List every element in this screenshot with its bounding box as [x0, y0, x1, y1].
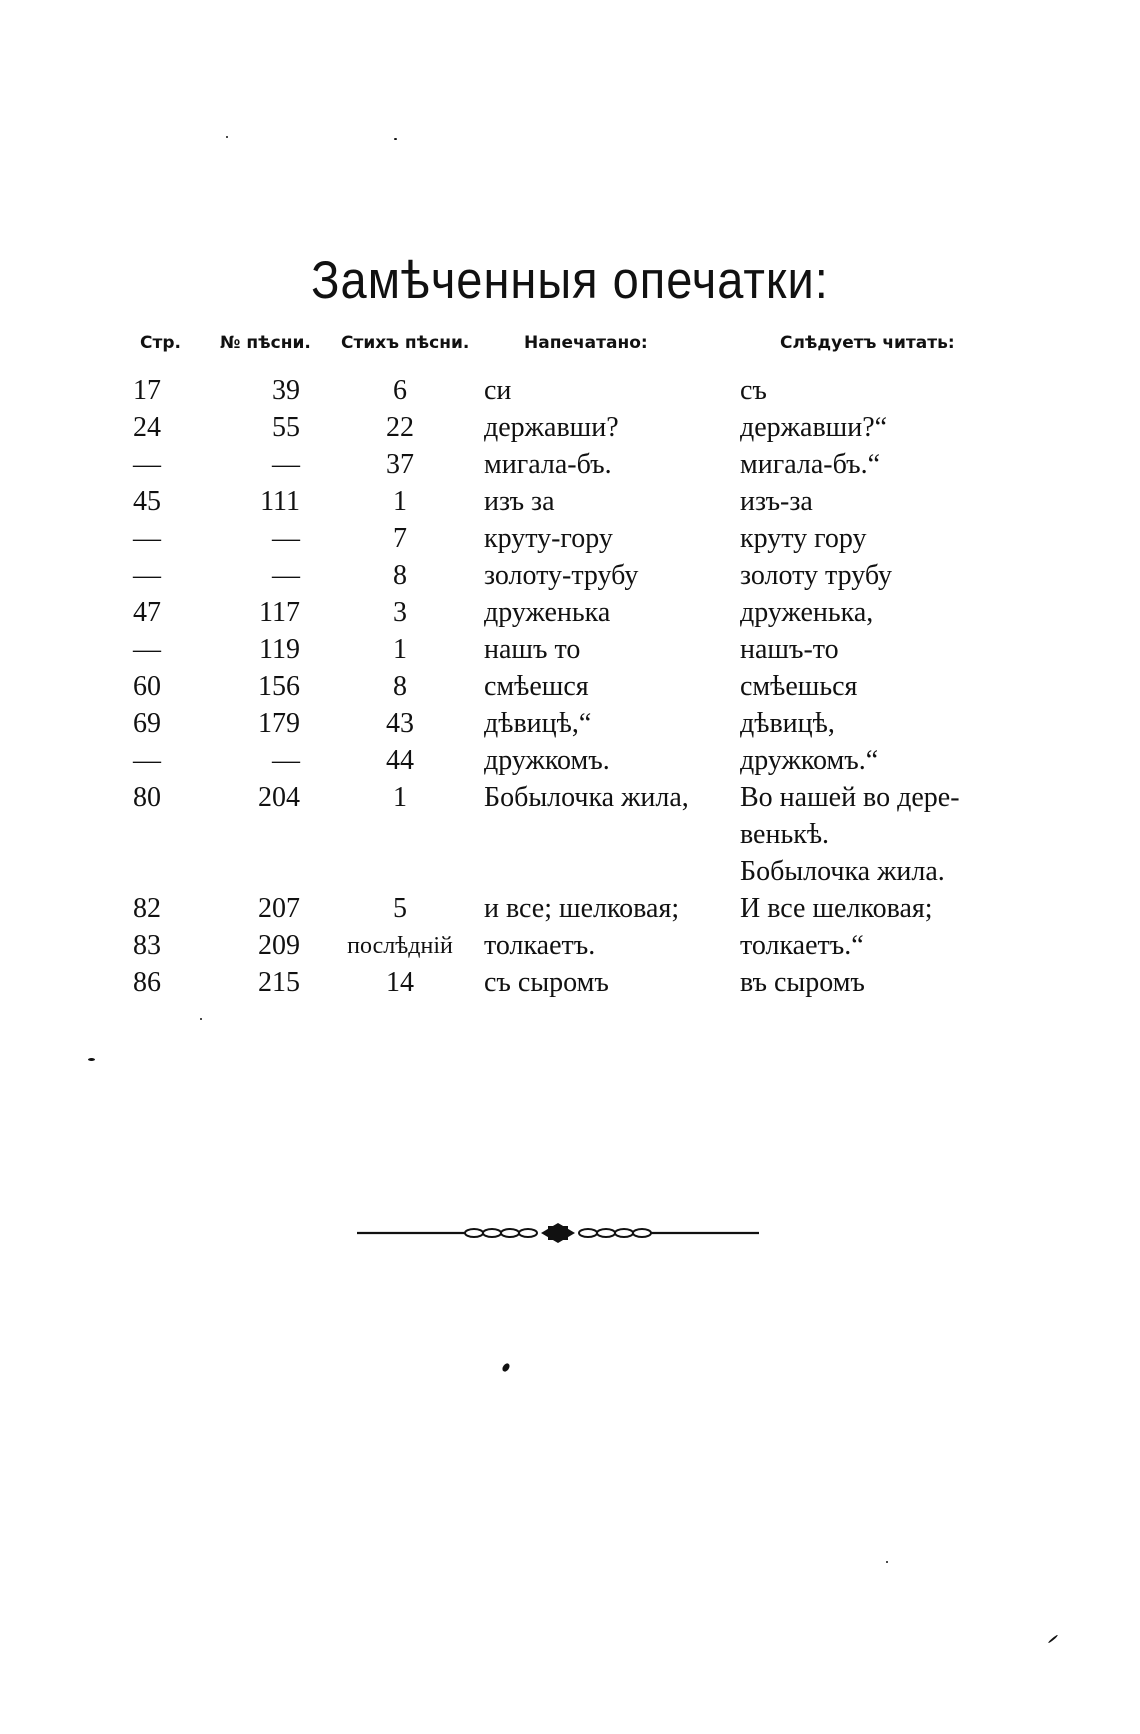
- cell-printed: мигала-бъ.: [484, 449, 612, 480]
- errata-row: [0, 964, 1140, 1002]
- cell-page: —: [133, 745, 161, 776]
- cell-song: 156: [258, 671, 300, 702]
- cell-printed: золоту-трубу: [484, 560, 639, 591]
- cell-page: 45: [133, 486, 161, 517]
- cell-song: 119: [259, 634, 300, 665]
- header-printed: Напечатано:: [524, 333, 648, 353]
- cell-printed: нашъ то: [484, 634, 581, 665]
- cell-verse: послѣднiй: [347, 933, 453, 959]
- cell-page: 17: [133, 375, 161, 406]
- print-speck: [501, 1362, 511, 1373]
- errata-row: [0, 557, 1140, 595]
- cell-verse: 1: [393, 634, 407, 665]
- cell-printed: смѣешся: [484, 671, 589, 702]
- cell-song: 207: [258, 893, 300, 924]
- cell-page: 47: [133, 597, 161, 628]
- cell-correct-line-3: Бобылочка жила.: [740, 856, 945, 887]
- page-title: Замѣченныя опечатки:: [311, 249, 829, 310]
- cell-correct: нашъ-то: [740, 634, 839, 665]
- cell-printed: изъ за: [484, 486, 555, 517]
- errata-row: [0, 409, 1140, 447]
- cell-page: 60: [133, 671, 161, 702]
- cell-verse: 14: [386, 967, 414, 998]
- cell-correct: въ сыромъ: [740, 967, 865, 998]
- print-speck: [394, 138, 397, 140]
- cell-page: —: [133, 523, 161, 554]
- errata-row: [0, 705, 1140, 743]
- cell-correct: золоту трубу: [740, 560, 893, 591]
- cell-correct: дружкомъ.“: [740, 745, 879, 776]
- cell-song: 204: [258, 782, 300, 813]
- header-song: № пѣсни.: [220, 333, 311, 353]
- cell-correct: смѣешься: [740, 671, 858, 702]
- errata-row: [0, 520, 1140, 558]
- errata-row: [0, 779, 1140, 893]
- errata-row: [0, 372, 1140, 410]
- cell-correct: дѣвицѣ,: [740, 708, 835, 739]
- errata-row: [0, 631, 1140, 669]
- cell-verse: 8: [393, 671, 407, 702]
- cell-verse: 8: [393, 560, 407, 591]
- errata-row: [0, 483, 1140, 521]
- cell-page: 82: [133, 893, 161, 924]
- cell-page: 69: [133, 708, 161, 739]
- cell-printed: си: [484, 375, 512, 406]
- errata-row: [0, 594, 1140, 632]
- errata-row: [0, 927, 1140, 965]
- print-speck: [88, 1058, 95, 1061]
- cell-printed: дружкомъ.: [484, 745, 610, 776]
- cell-song: 39: [272, 375, 300, 406]
- cell-correct: державши?“: [740, 412, 888, 443]
- cell-verse: 1: [393, 486, 407, 517]
- cell-verse: 43: [386, 708, 414, 739]
- print-speck: [886, 1561, 888, 1563]
- errata-row: [0, 742, 1140, 780]
- cell-verse: 7: [393, 523, 407, 554]
- cell-correct: мигала-бъ.“: [740, 449, 881, 480]
- cell-printed: друженька: [484, 597, 611, 628]
- header-verse: Стихъ пѣсни.: [341, 333, 470, 353]
- errata-row: [0, 446, 1140, 484]
- cell-correct: толкаетъ.“: [740, 930, 864, 961]
- cell-song: 179: [258, 708, 300, 739]
- cell-page: 86: [133, 967, 161, 998]
- cell-correct-line-2: венькѣ.: [740, 819, 830, 850]
- cell-song: 111: [260, 486, 300, 517]
- cell-verse: 1: [393, 782, 407, 813]
- errata-row: [0, 668, 1140, 706]
- cell-verse: 44: [386, 745, 414, 776]
- cell-song: 117: [259, 597, 300, 628]
- cell-song: —: [272, 745, 300, 776]
- ornamental-divider: [357, 1220, 759, 1246]
- cell-correct: съ: [740, 375, 767, 406]
- cell-printed: круту-гору: [484, 523, 613, 554]
- cell-page: —: [133, 560, 161, 591]
- cell-printed: Бобылочка жила,: [484, 782, 689, 813]
- cell-printed: дѣвицѣ,“: [484, 708, 592, 739]
- cell-correct: друженька,: [740, 597, 874, 628]
- cell-correct: Во нашей во дере-: [740, 782, 960, 813]
- cell-verse: 5: [393, 893, 407, 924]
- errata-row: [0, 890, 1140, 928]
- cell-verse: 37: [386, 449, 414, 480]
- cell-page: 24: [133, 412, 161, 443]
- header-correct: Слѣдуетъ читать:: [780, 333, 955, 353]
- cell-page: —: [133, 634, 161, 665]
- print-speck: [226, 136, 228, 138]
- cell-song: 209: [258, 930, 300, 961]
- cell-page: 83: [133, 930, 161, 961]
- print-speck: [200, 1018, 202, 1020]
- cell-song: 55: [272, 412, 300, 443]
- cell-correct: круту гору: [740, 523, 867, 554]
- header-page: Стр.: [140, 333, 181, 353]
- cell-printed: толкаетъ.: [484, 930, 596, 961]
- cell-printed: и все; шелковая;: [484, 893, 680, 924]
- cell-correct: И все шелковая;: [740, 893, 933, 924]
- print-speck: [1048, 1634, 1058, 1643]
- cell-verse: 22: [386, 412, 414, 443]
- cell-page: 80: [133, 782, 161, 813]
- cell-page: —: [133, 449, 161, 480]
- cell-song: 215: [258, 967, 300, 998]
- cell-verse: 6: [393, 375, 407, 406]
- cell-printed: съ сыромъ: [484, 967, 609, 998]
- cell-song: —: [272, 523, 300, 554]
- cell-song: —: [272, 449, 300, 480]
- cell-correct: изъ-за: [740, 486, 813, 517]
- cell-song: —: [272, 560, 300, 591]
- cell-verse: 3: [393, 597, 407, 628]
- cell-printed: державши?: [484, 412, 619, 443]
